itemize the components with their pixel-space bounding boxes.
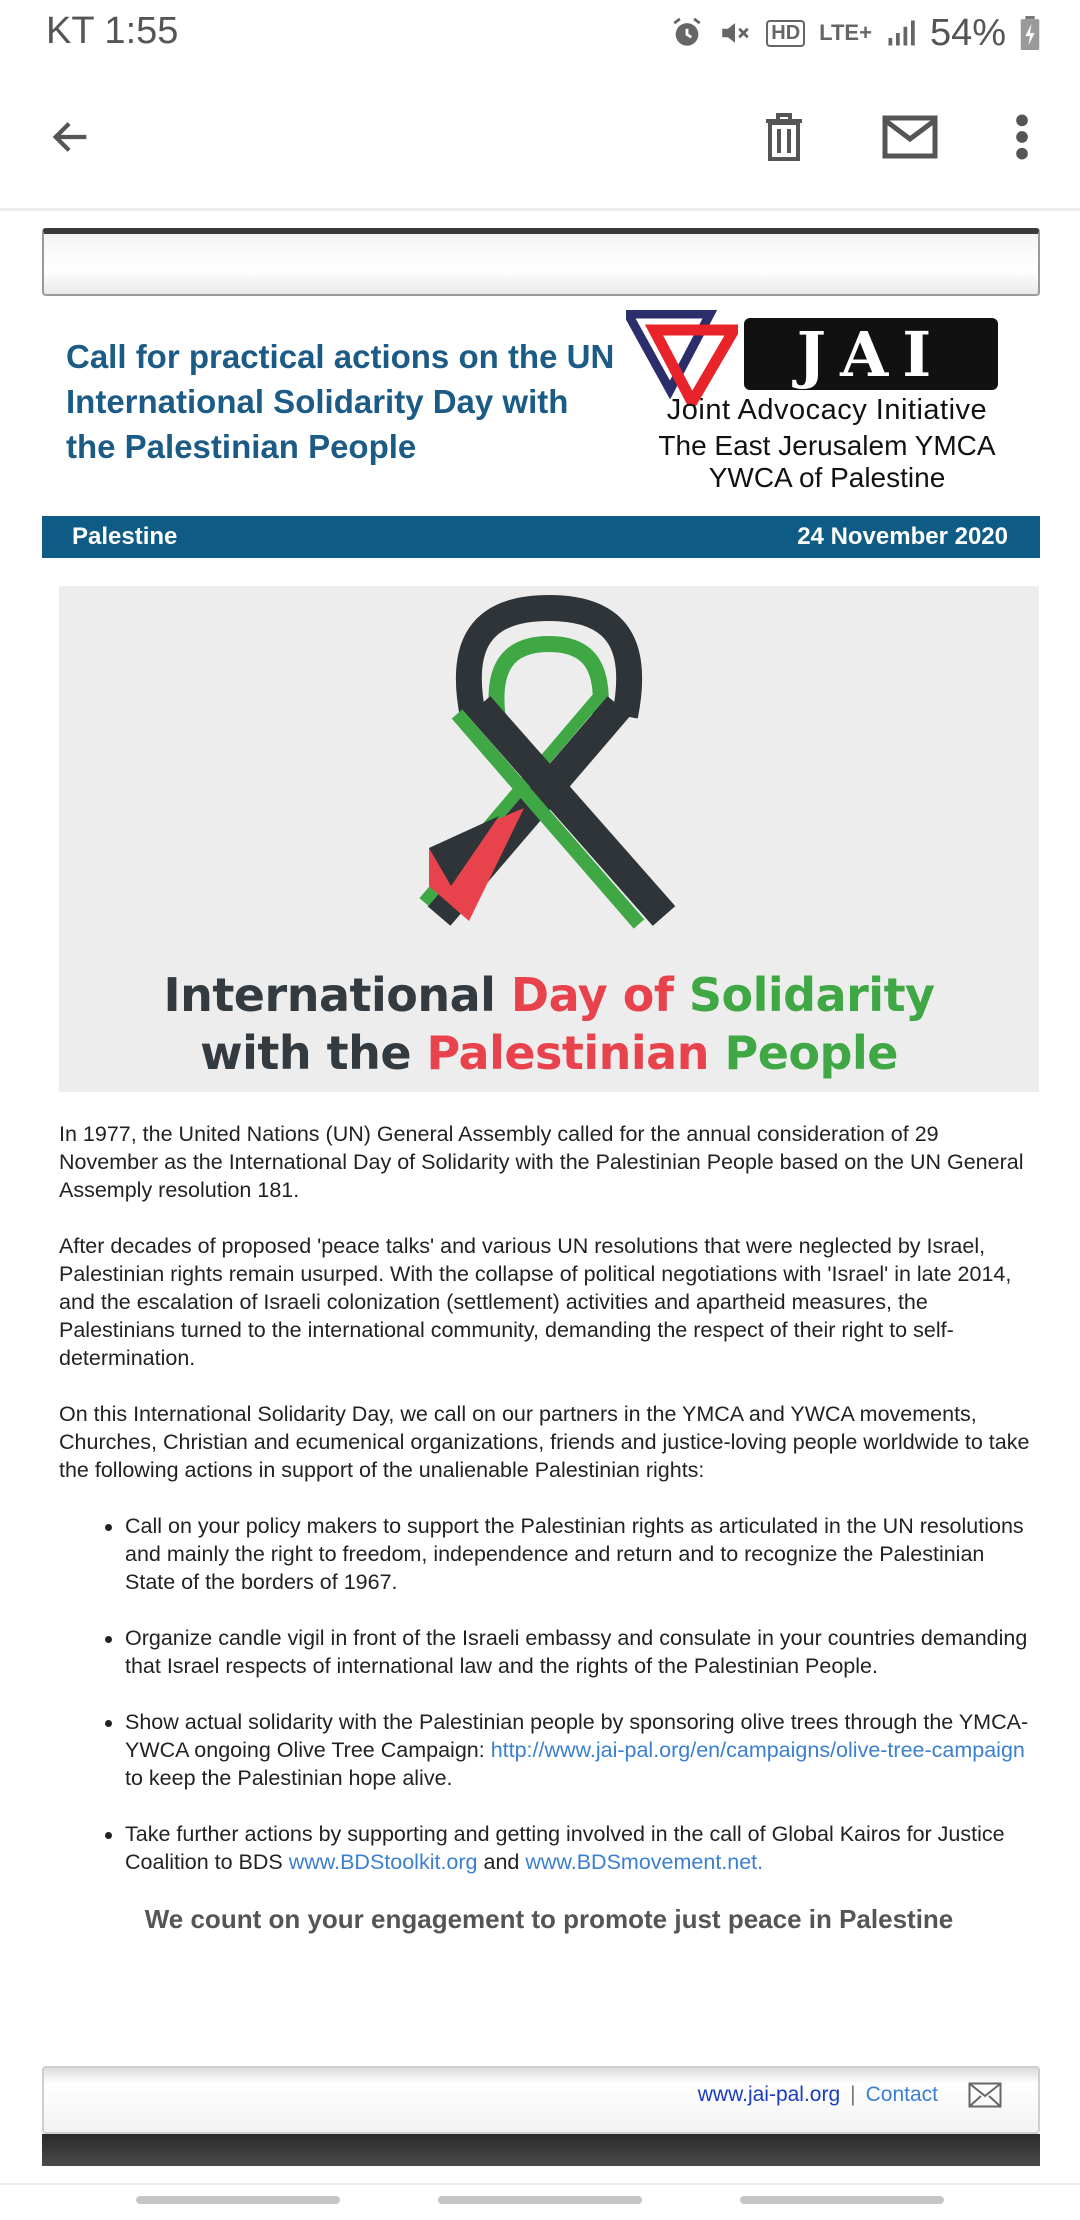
solidarity-day-image bbox=[59, 586, 1039, 1092]
footer-shadow bbox=[42, 2134, 1040, 2166]
location-date-banner bbox=[42, 516, 1040, 558]
olive-tree-campaign-link[interactable]: http://www.jai-pal.org/en/campaigns/olive-tree-campaign bbox=[490, 1738, 1025, 1762]
hero-line-2-part-c: People bbox=[724, 1026, 898, 1080]
list-item bbox=[125, 1820, 1039, 1876]
status-time: KT 1:55 bbox=[46, 10, 179, 52]
nav-hint-center[interactable] bbox=[438, 2196, 642, 2204]
website-link[interactable]: www.jai-pal.org bbox=[697, 2083, 841, 2106]
bottom-divider bbox=[0, 2183, 1080, 2185]
hero-line-1-part-b: Day of bbox=[510, 968, 689, 1022]
hero-line-1-part-a: International bbox=[163, 968, 511, 1022]
app-bar-divider bbox=[0, 208, 1080, 211]
paragraph-1: In 1977, the United Nations (UN) General Assembly called for the annual consideration of 29 November as the International Day of Solidarity with the Palestinian People based on the UN General Assemply resolution 181. bbox=[59, 1122, 1024, 1202]
jai-triangle-logo-icon bbox=[626, 310, 738, 406]
battery-percent: 54% bbox=[929, 11, 1006, 54]
list-item bbox=[125, 1708, 1039, 1792]
banner-location: Palestine bbox=[72, 523, 178, 550]
footer-separator: | bbox=[850, 2083, 856, 2106]
jai-logo bbox=[622, 310, 1032, 510]
newsletter-title: Call for practical actions on the UN International Solidarity Day with the Palestinian People bbox=[66, 338, 615, 465]
status-bar bbox=[0, 0, 1080, 66]
arrow-left-icon bbox=[48, 114, 94, 160]
envelope-icon[interactable] bbox=[968, 2082, 1002, 2108]
lte-plus-icon: LTE+ bbox=[819, 20, 872, 45]
hero-line-2 bbox=[59, 1026, 1039, 1080]
back-button[interactable] bbox=[36, 102, 106, 172]
logo-line-3: YWCA of Palestine bbox=[708, 462, 946, 493]
list-item-text: Show actual solidarity with the Palestinian people by sponsoring olive trees through the YMCA-YWCA ongoing Olive Tree Campaign: bbox=[125, 1710, 1029, 1762]
logo-line-1: Joint Advocacy Initiative bbox=[666, 394, 988, 426]
app-bar bbox=[0, 66, 1080, 206]
jai-wordmark: JAI bbox=[744, 318, 998, 390]
newsletter-header bbox=[42, 296, 1040, 516]
list-item: Organize candle vigil in front of the Israeli embassy and consulate in your countries demanding that Israel respects of international law and the rights of the Palestinian People. bbox=[125, 1624, 1039, 1680]
hero-line-1 bbox=[59, 968, 1039, 1022]
list-item: Call on your policy makers to support the Palestinian rights as articulated in the UN resolutions and mainly the right to freedom, independence and return and to recognize the Palestinian State of the borders of 1967. bbox=[125, 1512, 1039, 1596]
footer-links bbox=[698, 2082, 1002, 2108]
logo-line-2: The East Jerusalem YMCA bbox=[658, 430, 996, 461]
alarm-icon bbox=[670, 16, 704, 50]
bds-movement-link[interactable]: www.BDSmovement.net. bbox=[525, 1850, 764, 1874]
mute-icon bbox=[718, 16, 752, 50]
hero-line-1-part-c: Solidarity bbox=[688, 968, 935, 1022]
navigation-hints bbox=[0, 2196, 1080, 2206]
newsletter-footer bbox=[42, 2066, 1040, 2166]
paragraph-3: On this International Solidarity Day, we call on our partners in the YMCA and YWCA movements, Churches, Christian and ecumenical organizations, friends and justice-loving people worldwide to take the following actions in support of the unalienable Palestinian rights: bbox=[59, 1402, 1030, 1482]
contact-link[interactable]: Contact bbox=[865, 2083, 938, 2106]
status-icons bbox=[670, 10, 1040, 56]
email-text bbox=[59, 1120, 1039, 1876]
palestine-ribbon-icon bbox=[59, 586, 1039, 966]
email-body bbox=[42, 228, 1040, 1935]
footer-bar bbox=[42, 2066, 1040, 2134]
list-item-text: Take further actions by supporting and getting involved in the call of Global Kairos for Justice Coalition to BDS bbox=[125, 1822, 1005, 1874]
mark-unread-button[interactable] bbox=[875, 102, 945, 172]
closing-statement: We count on your engagement to promote just peace in Palestine bbox=[144, 1904, 954, 1934]
bds-toolkit-link[interactable]: www.BDStoolkit.org bbox=[288, 1850, 478, 1874]
more-options-button[interactable] bbox=[987, 102, 1057, 172]
list-item-text: and bbox=[477, 1850, 526, 1874]
newsletter-top-frame bbox=[42, 228, 1040, 296]
paragraph-2: After decades of proposed 'peace talks' and various UN resolutions that were neglected by Israel, Palestinian rights remain usurped. With the collapse of political negotiations with 'Israel' in late 2014, and the escalation of Israeli colonization (settlement) activities and apartheid measures, the Palestinians turned to the international community, demanding the respect of their right to self-determination. bbox=[59, 1234, 1012, 1370]
mail-icon bbox=[882, 115, 938, 159]
more-vert-icon bbox=[1012, 112, 1032, 162]
hero-line-2-part-b: Palestinian bbox=[426, 1026, 725, 1080]
hd-voice-icon: HD bbox=[766, 20, 805, 47]
hero-line-2-part-a: with the bbox=[200, 1026, 427, 1080]
action-list bbox=[59, 1512, 1039, 1876]
signal-icon bbox=[886, 18, 916, 48]
nav-hint-right[interactable] bbox=[740, 2196, 944, 2204]
trash-icon bbox=[760, 111, 808, 163]
list-item-text: to keep the Palestinian hope alive. bbox=[125, 1766, 453, 1790]
battery-charging-icon bbox=[1020, 16, 1040, 50]
delete-button[interactable] bbox=[749, 102, 819, 172]
nav-hint-left[interactable] bbox=[136, 2196, 340, 2204]
banner-date: 24 November 2020 bbox=[797, 523, 1008, 550]
